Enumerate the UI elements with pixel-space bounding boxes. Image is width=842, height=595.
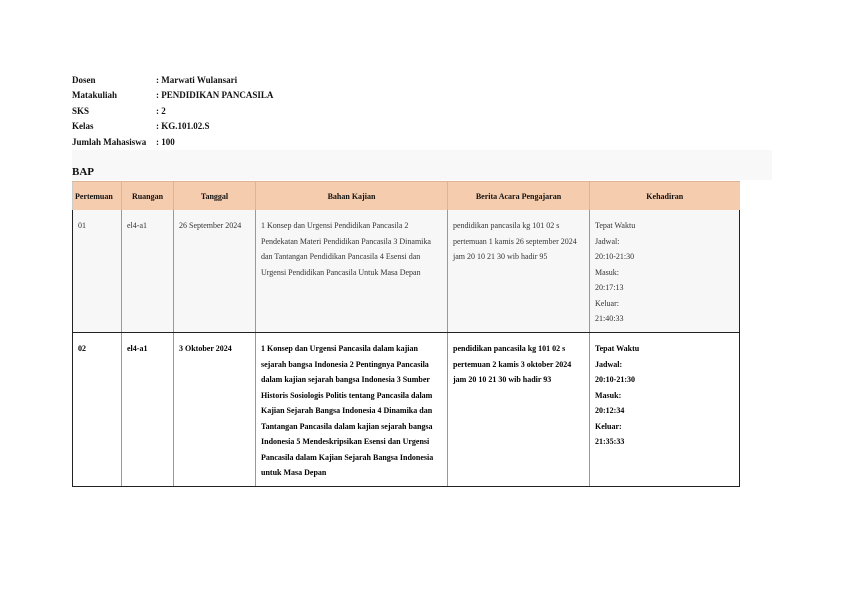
info-value: : PENDIDIKAN PANCASILA — [156, 90, 274, 101]
attendance-status: Tepat Waktu — [595, 344, 640, 353]
info-value: : 100 — [156, 136, 175, 147]
attendance-keluar-label: Keluar: — [595, 298, 619, 308]
info-label: Kelas — [72, 121, 94, 132]
cell-bahan-kajian: 1 Konsep dan Urgensi Pendidikan Pancasila 2 Pendekatan Materi Pendidikan Pancasila 3 Dinamika dan Tantangan Pendidikan Pancasila 4 Esensi dan Urgensi Pendidikan Pancasila Untuk Masa Depan — [256, 210, 448, 333]
course-info — [72, 72, 273, 150]
cell-pertemuan: 01 — [73, 210, 122, 333]
attendance-masuk-label: Masuk: — [595, 390, 622, 400]
header-kehadiran: Kehadiran — [590, 182, 740, 211]
attendance-keluar-label: Keluar: — [595, 421, 622, 431]
cell-bahan-kajian: 1 Konsep dan Urgensi Pancasila dalam kajian sejarah bangsa Indonesia 2 Pentingnya Pancasila dalam kajian sejarah bangsa Indonesia 3 Sumber Historis Sosiologis Politis tentang Pancasila dalam Kajian Sejarah Bangsa Indonesia 4 Dinamika dan Tantangan Pancasila dalam kajian sejarah bangsa Indonesia 5 Mendeskripsikan Esensi dan Urgensi Pancasila dalam Kajian Sejarah Bangsa Indonesia untuk Masa Depan — [256, 333, 448, 487]
cell-kehadiran — [590, 333, 740, 487]
info-row-sks — [72, 103, 273, 119]
info-label: Jumlah Mahasiswa — [72, 136, 147, 147]
header-ruangan: Ruangan — [122, 182, 174, 211]
bap-title: BAP — [72, 166, 94, 178]
attendance-jadwal-label: Jadwal: — [595, 359, 623, 369]
header-pertemuan: Pertemuan — [73, 182, 122, 211]
table-row — [73, 210, 740, 333]
header-tanggal: Tanggal — [174, 182, 256, 211]
cell-tanggal: 3 Oktober 2024 — [174, 333, 256, 487]
cell-tanggal: 26 September 2024 — [174, 210, 256, 333]
attendance-keluar: 21:35:33 — [595, 437, 625, 446]
info-label: Matakuliah — [72, 90, 118, 101]
attendance-masuk: 20:12:34 — [595, 406, 625, 415]
info-row-jumlah-mahasiswa — [72, 134, 273, 150]
attendance-jadwal: 20:10-21:30 — [595, 252, 635, 261]
header-berita-acara: Berita Acara Pengajaran — [448, 182, 590, 211]
table-row — [73, 333, 740, 487]
attendance-keluar: 21:40:33 — [595, 314, 624, 323]
attendance-jadwal: 20:10-21:30 — [595, 375, 635, 384]
cell-kehadiran — [590, 210, 740, 333]
info-label: Dosen — [72, 74, 96, 85]
header-bahan-kajian: Bahan Kajian — [256, 182, 448, 211]
table-header-row — [73, 182, 740, 211]
info-row-kelas — [72, 119, 273, 135]
cell-berita-acara: pendidikan pancasila kg 101 02 s pertemuan 2 kamis 3 oktober 2024 jam 20 10 21 30 wib hadir 93 — [448, 333, 590, 487]
bap-table — [72, 181, 740, 487]
attendance-status: Tepat Waktu — [595, 221, 636, 230]
cell-ruangan: el4-a1 — [122, 210, 174, 333]
info-label: SKS — [72, 105, 90, 116]
attendance-jadwal-label: Jadwal: — [595, 236, 620, 246]
attendance-masuk: 20:17:13 — [595, 283, 624, 292]
attendance-masuk-label: Masuk: — [595, 267, 619, 277]
bap-header-band — [72, 150, 772, 180]
info-row-dosen — [72, 72, 273, 88]
info-row-matakuliah — [72, 88, 273, 104]
cell-berita-acara: pendidikan pancasila kg 101 02 s pertemuan 1 kamis 26 september 2024 jam 20 10 21 30 wib hadir 95 — [448, 210, 590, 333]
info-value: : Marwati Wulansari — [156, 74, 238, 85]
cell-ruangan: el4-a1 — [122, 333, 174, 487]
info-value: : 2 — [156, 105, 166, 116]
info-value: : KG.101.02.S — [156, 121, 210, 132]
cell-pertemuan: 02 — [73, 333, 122, 487]
